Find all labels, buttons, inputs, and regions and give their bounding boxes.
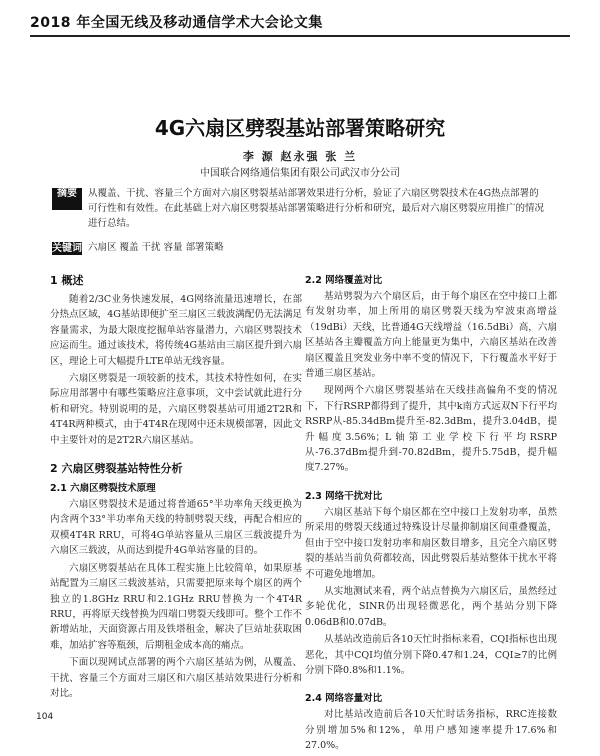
section-2-2-heading: 2.2 网络覆盖对比	[305, 275, 383, 286]
paragraph: 从基站改造前后各10天忙时指标来看，CQI指标也出现恶化，其中CQI均值分别下降0.47和1.24，CQI≥7的比例分别下降0.8%和1.1%。	[305, 634, 557, 676]
abstract-label: 摘要	[52, 188, 82, 210]
paragraph: 下面以现网试点部署的两个六扇区基站为例，从覆盖、干扰、容量三个方面对三扇区和六扇区基站效果进行分析和对比。	[50, 657, 302, 699]
paragraph: 现网两个六扇区劈裂基站在天线挂高偏角不变的情况下，下行RSRP都得到了提升，其中k南方式远双N下行平均RSRP从-85.34dBm提升至-82.3dBm，提升3.04dB，提升幅度3.56%；L轴第工业学校下行平均RSRP从-76.37dBm提升到-70.82dBm，提升5.75dB，提升幅度7.27%。	[305, 385, 557, 474]
paragraph: 六扇区劈裂技术是通过将普通65°半功率角天线更换为内含两个33°半功率角天线的特制劈裂天线，再配合相应的双模4T4R RRU，可将4G单站容量从三扇区三载波提升为六扇区三载波，从而达到提升4G单站容量的目的。	[50, 499, 302, 557]
paragraph: 对比基站改造前后各10天忙时话务指标，RRC连接数分别增加5%和12%，单用户感知速率提升17.6%和27.0%。	[305, 709, 557, 752]
keywords-label: 关键词	[52, 243, 82, 254]
paper-affiliation: 中国联合网络通信集团有限公司武汉市分公司	[200, 168, 400, 179]
paragraph: 六扇区基站下每个扇区都在空中接口上发射功率，虽然所采用的劈裂天线通过特殊设计尽量抑制扇区间重叠覆盖，但由于空中接口发射功率和扇区数目增多，且完全六扇区劈裂的基站当前负荷都较高，因此劈裂后基站整体干扰水平将不可避免地增加。	[305, 506, 557, 580]
section-2-1-heading: 2.1 六扇区劈裂技术原理	[50, 483, 156, 495]
right-column	[305, 272, 557, 756]
paragraph: 随着2/3C业务快速发展，4G网络流量迅速增长，在部分热点区域，4G基站即便扩至三扇区三载波满配仍无法满足容量需求，为最大限度挖掘单站容量潜力，六扇区劈裂技术应运而生。通过该技术，将传统4G基站由三扇区提升到六扇区，理论上可大幅提升LTE单站无线容量。	[50, 294, 302, 367]
section-2-4-heading: 2.4 网络容量对比	[305, 693, 383, 705]
running-header: 2018 年全国无线及移动通信学术大会论文集	[30, 12, 570, 37]
paper-authors: 李 源 赵永强 张 兰	[242, 150, 358, 163]
paper-title: 4G六扇区劈裂基站部署策略研究	[154, 116, 446, 140]
paragraph: 从实地测试来看，两个站点替换为六扇区后，虽然经过多轮优化，SINR仍出现轻微恶化，两个基站分别下降0.06dB和0.07dB。	[305, 585, 557, 628]
paragraph: 基站劈裂为六个扇区后，由于每个扇区在空中接口上都有发射功率，加上所用的扇区劈裂天线为窄波束高增益（19dBi）天线，比普通4G天线增益（16.5dBi）高，六扇区基站各主瓣覆盖方向上能量更为集中，六扇区基站在改善扇区覆盖且突发业务中率不变的情况下，下行覆盖水平好于普通三扇区基站。	[305, 291, 557, 380]
section-1-heading: 1 概述	[50, 274, 84, 287]
section-2-heading: 2 六扇区劈裂基站特性分析	[50, 462, 183, 476]
left-column	[50, 272, 302, 703]
paragraph: 六扇区劈裂基站在具体工程实施上比较简单，如果原基站配置为三扇区三载波基站，只需要把原来每个扇区的两个独立的1.8GHz RRU和2.1GHz RRU替换为一个4T4R RRU，再将原天线替换为四端口劈裂天线即可。整个工作不新增站址，天面资源占用及铁塔租金，解决了巨站址获取困难，加站扩容等瓶颈，后期租金成本高的痛点。	[50, 562, 302, 651]
paragraph: 六扇区劈裂是一项较新的技术，其技术特性如何，在实际应用部署中有哪些策略应注意事项，文中尝试就此进行分析和研究。特别说明的是，六扇区劈裂基站可用通2T2R和4T4R两种模式，由于4T4R在现网中还未规模部署，因此文中主要针对的是2T2R六扇区基站。	[50, 373, 302, 446]
abstract-text: 从覆盖、干扰、容量三个方面对六扇区劈裂基站部署效果进行分析，验证了六扇区劈裂技术在4G热点部署的可行性和有效性。在此基础上对六扇区劈裂基站部署策略进行分析和研究，最后对六扇区劈裂应用推广的情况进行总结。	[88, 188, 545, 229]
section-2-3-heading: 2.3 网络干扰对比	[305, 490, 383, 502]
keywords-text: 六扇区 覆盖 干扰 容量 部署策略	[88, 242, 224, 253]
page-number: 104	[36, 712, 54, 722]
